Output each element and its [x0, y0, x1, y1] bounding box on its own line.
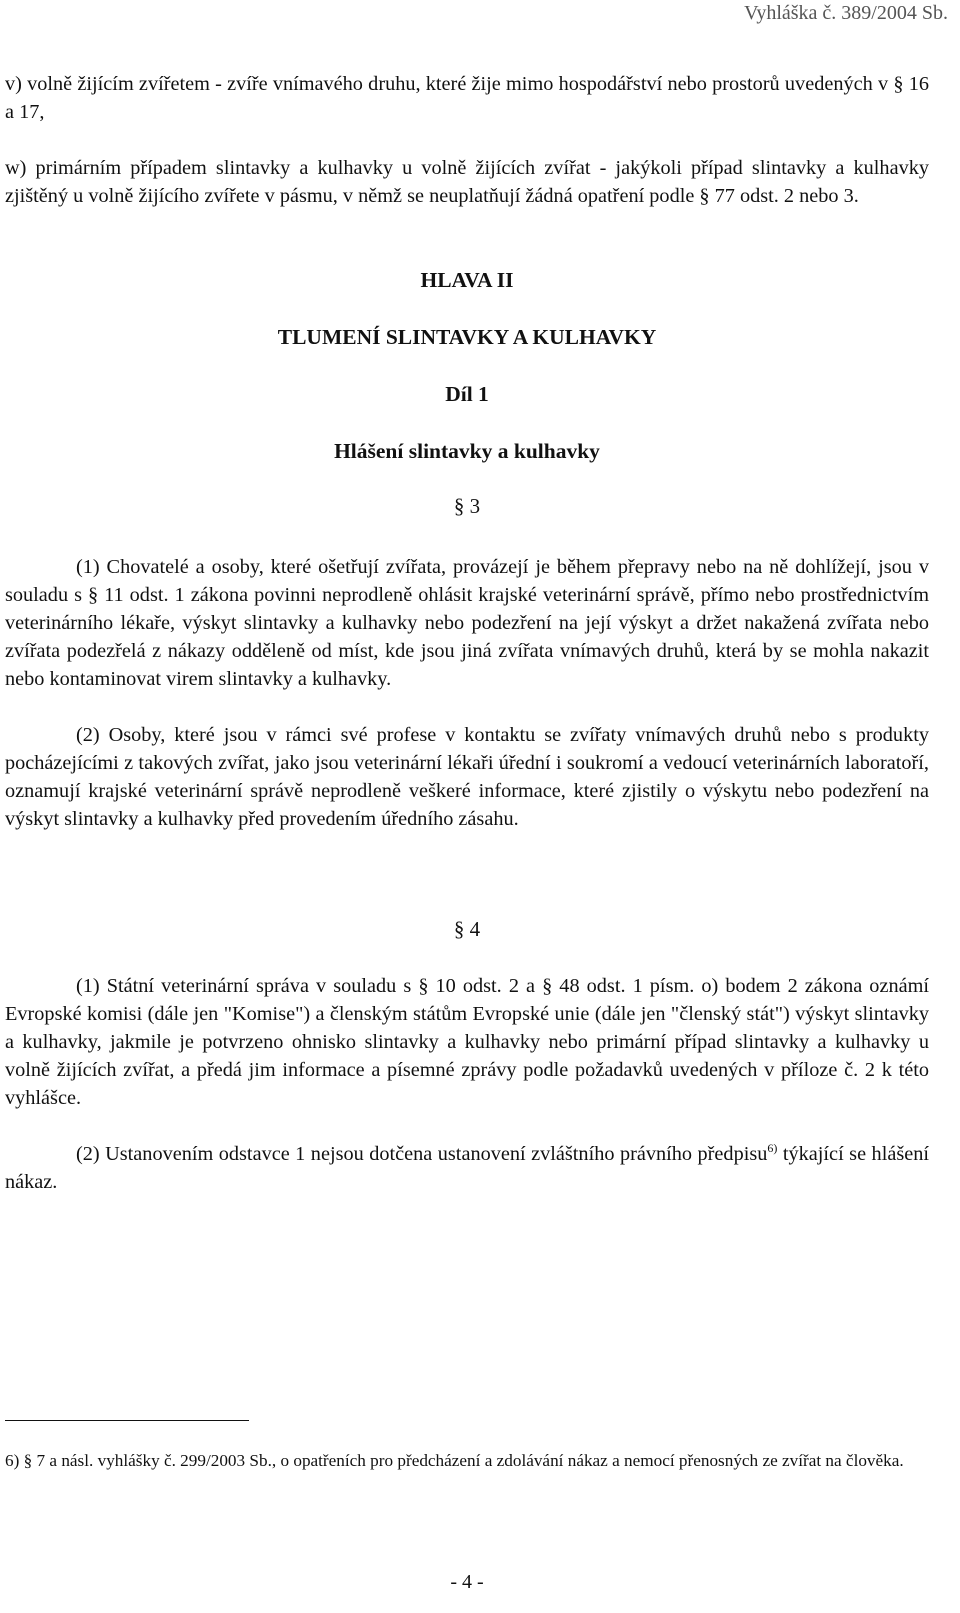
section-4-paragraph-2-text: (2) Ustanovením odstavce 1 nejsou dotčena ustanovení zvláštního právního předpisu — [76, 1143, 768, 1165]
section-4-paragraph-1: (1) Státní veterinární správa v souladu s § 10 odst. 2 a § 48 odst. 1 písm. o) bodem 2 zákona oznámí Evropské komisi (dále jen "Komise") a členským státům Evropské unie (dále jen "členský stát") výskyt slintavky a kulhavky, jakmile je potvrzeno ohnisko slintavky a kulhavky nebo primární případ slintavky a kulhavky u volně žijících zvířat, a předá jim informace a písemné zprávy podle požadavků uvedených v příloze č. 2 k této vyhlášce. — [5, 975, 929, 1109]
chapter-title: TLUMENÍ SLINTAVKY A KULHAVKY — [277, 325, 657, 349]
section-3-mark: § 3 — [453, 494, 481, 518]
definition-v: v) volně žijícím zvířetem - zvíře vnímavého druhu, které žije mimo hospodářství nebo prostorů uvedených v § 16 a 17, — [5, 73, 929, 123]
footnote-reference: 6) — [767, 1141, 778, 1156]
dil-heading: Díl 1 — [445, 382, 489, 406]
section-3-paragraph-2: (2) Osoby, které jsou v rámci své profese v kontaktu se zvířaty vnímavých druhů nebo s produkty pocházejícími z takových zvířat, jako jsou veterinární lékaři úřední i soukromí a vedoucí veterinárních laboratoří, oznamují krajské veterinární správě neprodleně veškeré informace, které zjistily o výskytu nebo podezření na výskyt slintavky a kulhavky před provedením úředního zásahu. — [5, 724, 929, 830]
section-4-paragraph-2 — [5, 1140, 929, 1196]
dil-subtitle: Hlášení slintavky a kulhavky — [334, 439, 600, 463]
hlava-heading: HLAVA II — [420, 268, 514, 292]
definition-w: w) primárním případem slintavky a kulhavky u volně žijících zvířat - jakýkoli případ slintavky a kulhavky zjištěný u volně žijícího zvířete v pásmu, v němž se neuplatňují žádná opatření podle § 77 odst. 2 nebo 3. — [5, 157, 929, 207]
document-reference: Vyhláška č. 389/2004 Sb. — [744, 2, 948, 24]
section-4-paragraph-2-tail: týkající se hlášení nákaz. — [5, 1143, 929, 1193]
section-3-paragraph-1: (1) Chovatelé a osoby, které ošetřují zvířata, provázejí je během přepravy nebo na ně dohlížejí, jsou v souladu s § 11 odst. 1 zákona povinni neprodleně ohlásit krajské veterinární správě, přímo nebo prostřednictvím veterinárního lékaře, výskyt slintavky a kulhavky nebo podezření na její výskyt a držet nakažená zvířata nebo zvířata podezřelá z nákazy odděleně od míst, kde jsou jiná zvířata vnímavých druhů, která by se mohla nakazit nebo kontaminovat virem slintavky a kulhavky. — [5, 556, 929, 690]
section-4-mark: § 4 — [453, 917, 481, 941]
footnote: 6) § 7 a násl. vyhlášky č. 299/2003 Sb., o opatřeních pro předcházení a zdolávání nákaz a nemocí přenosných ze zvířat na člověka. — [5, 1451, 904, 1470]
page-number: - 4 - — [450, 1571, 484, 1593]
section-3-body — [5, 553, 929, 833]
footnote-divider — [5, 1420, 249, 1421]
section-4-body — [5, 972, 929, 1196]
definitions-block — [5, 70, 929, 210]
